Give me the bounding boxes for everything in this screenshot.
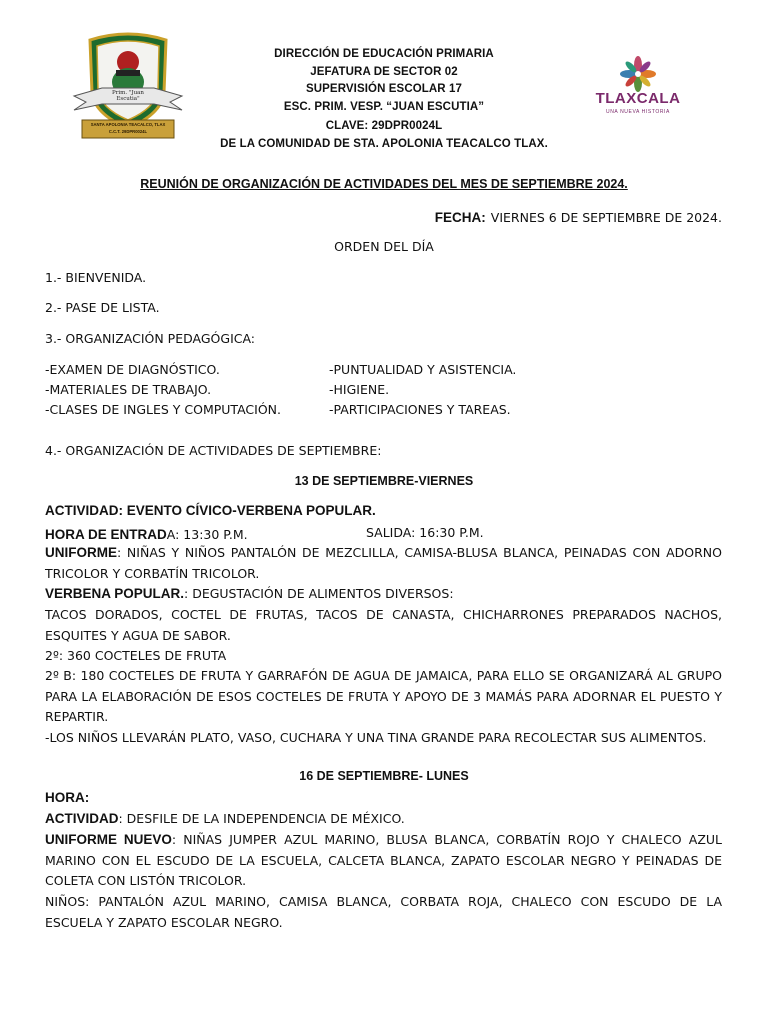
- pedagogica-right-3: -PARTICIPACIONES Y TAREAS.: [329, 402, 511, 417]
- school-logo-banner: Prim. "Juan Escutia": [112, 90, 144, 102]
- item-2: 2.- PASE DE LISTA.: [45, 300, 160, 315]
- sec16-ninos: NIÑOS: PANTALÓN AZUL MARINO, CAMISA BLANCA, CORBATA ROJA, CHALECO CON ESCUDO DE LA ESCUELA Y ZAPATO ESCOLAR NEGRO.: [45, 894, 722, 930]
- item-3: 3.- ORGANIZACIÓN PEDAGÓGICA:: [45, 331, 256, 346]
- sec13-uniforme-text: : NIÑAS Y NIÑOS PANTALÓN DE MEZCLILLA, CAMISA-BLUSA BLANCA, PEINADAS CON ADORNO TRICOLOR Y CORBATÍN TRICOLOR.: [45, 545, 722, 581]
- school-logo: [72, 30, 184, 142]
- sec13-2b: 2º B: 180 COCTELES DE FRUTA Y GARRAFÓN DE AGUA DE JAMAICA, PARA ELLO SE ORGANIZARÁ AL GRUPO PARA LA ELABORACIÓN DE ESOS COCTELES DE FRUTA Y APOYO DE 3 MAMÁS PARA ADORNAR EL PUESTO Y REPARTIR.: [45, 668, 722, 725]
- pedagogica-left-1: -EXAMEN DE DIAGNÓSTICO.: [45, 362, 220, 377]
- tlaxcala-tagline: UNA NUEVA HISTORIA: [606, 109, 670, 115]
- sec16-actividad-label: ACTIVIDAD: [45, 811, 119, 826]
- sec16-actividad-text: : DESFILE DE LA INDEPENDENCIA DE MÉXICO.: [118, 811, 405, 826]
- sec13-tacos: TACOS DORADOS, COCTEL DE FRUTAS, TACOS DE CANASTA, CHICHARRONES PREPARADOS NACHOS, ESQUITES Y AGUA DE SABOR.: [45, 607, 722, 643]
- fecha-label: FECHA:: [434, 210, 486, 225]
- tlaxcala-logo: [588, 56, 688, 120]
- header-line-2: JEFATURA DE SECTOR 02: [310, 66, 458, 78]
- document-title: REUNIÓN DE ORGANIZACIÓN DE ACTIVIDADES DEL MES DE SEPTIEMBRE 2024.: [140, 177, 628, 191]
- header-line-3: SUPERVISIÓN ESCOLAR 17: [305, 83, 462, 95]
- pedagogica-right-1: -PUNTUALIDAD Y ASISTENCIA.: [329, 362, 517, 377]
- sec16-uniforme-label: UNIFORME NUEVO: [45, 832, 172, 847]
- sec16-heading: 16 DE SEPTIEMBRE- LUNES: [299, 769, 469, 783]
- sec13-uniforme: [45, 543, 722, 584]
- sec16-actividad: [45, 809, 722, 830]
- header-line-1: DIRECCIÓN DE EDUCACIÓN PRIMARIA: [274, 48, 494, 60]
- school-logo-base-line1: SANTA APOLONIA TEACALCO, TLAX: [90, 122, 166, 127]
- pedagogica-left-2: -MATERIALES DE TRABAJO.: [45, 382, 212, 397]
- sec16-hora: HORA:: [45, 790, 90, 805]
- sec13-hora-line: [45, 524, 722, 543]
- pedagogica-right-2: -HIGIENE.: [329, 382, 390, 397]
- sec13-actividad: ACTIVIDAD: EVENTO CÍVICO-VERBENA POPULAR.: [45, 503, 376, 518]
- school-logo-base-line2: C.C.T. 29DPR0024L: [108, 129, 148, 134]
- sec16-uniforme: [45, 830, 722, 892]
- header-line-5: CLAVE: 29DPR0024L: [325, 120, 443, 132]
- sec13-uniforme-label: UNIFORME: [45, 545, 117, 560]
- sec13-hora-label: HORA DE ENTRAD: [45, 527, 167, 542]
- sec13-2o: 2º: 360 COCTELES DE FRUTA: [45, 648, 227, 663]
- sec13-heading: 13 DE SEPTIEMBRE-VIERNES: [294, 474, 474, 488]
- sec16-uniforme-text: : NIÑAS JUMPER AZUL MARINO, BLUSA BLANCA, CORBATÍN ROJO Y CHALECO AZUL MARINO CON EL ESCUDO DE LA ESCUELA, CALCETA BLANCA, ZAPATO ESCOLAR NEGRO Y PEINADAS DE COLETA CON LISTÓN TRICOLOR.: [45, 832, 722, 889]
- tlaxcala-flower-icon: [588, 56, 688, 92]
- pedagogica-left-3: -CLASES DE INGLES Y COMPUTACIÓN.: [45, 402, 281, 417]
- sec13-verbena: [45, 584, 722, 605]
- fecha-line: [435, 207, 722, 226]
- sec13-salida: SALIDA: 16:30 P.M.: [366, 525, 484, 540]
- sec13-ninos: -LOS NIÑOS LLEVARÁN PLATO, VASO, CUCHARA Y UNA TINA GRANDE PARA RECOLECTAR SUS ALIMENTOS.: [45, 730, 707, 745]
- sec13-verbena-label: VERBENA POPULAR.: [45, 586, 185, 601]
- item-1: 1.- BIENVENIDA.: [45, 270, 147, 285]
- item-4: 4.- ORGANIZACIÓN DE ACTIVIDADES DE SEPTIEMBRE:: [45, 443, 382, 458]
- sec13-hora-value: A: 13:30 P.M.: [166, 527, 248, 542]
- orden-del-dia: ORDEN DEL DÍA: [334, 239, 434, 254]
- fecha-value: VIERNES 6 DE SEPTIEMBRE DE 2024.: [490, 210, 722, 225]
- sec13-verbena-text: : DEGUSTACIÓN DE ALIMENTOS DIVERSOS:: [184, 586, 454, 601]
- header-line-6: DE LA COMUNIDAD DE STA. APOLONIA TEACALCO TLAX.: [220, 138, 548, 150]
- header-line-4: ESC. PRIM. VESP. “JUAN ESCUTIA”: [283, 101, 485, 113]
- tlaxcala-name: TLAXCALA: [595, 90, 681, 107]
